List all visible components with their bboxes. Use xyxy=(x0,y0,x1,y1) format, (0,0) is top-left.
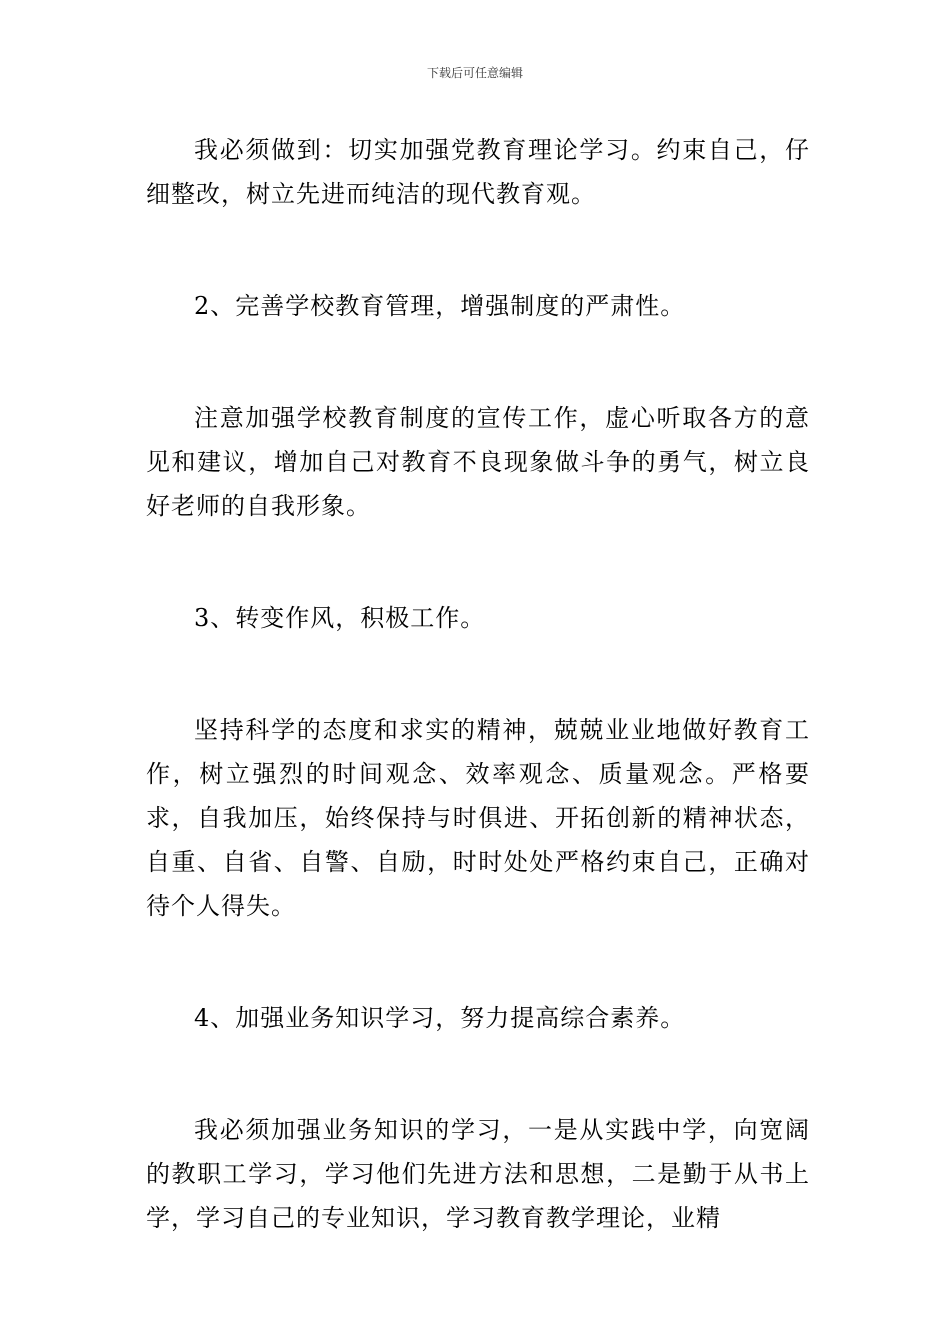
paragraph-gap xyxy=(146,216,810,284)
paragraph-gap xyxy=(146,640,810,708)
section-heading-4: 4、加强业务知识学习，努力提高综合素养。 xyxy=(194,1004,686,1032)
document-body xyxy=(146,128,810,1240)
section-heading-3: 3、转变作风，积极工作。 xyxy=(194,604,486,632)
paragraph-gap xyxy=(146,528,810,596)
paragraph-gap xyxy=(146,1040,810,1108)
paragraph-3: 坚持科学的态度和求实的精神，兢兢业业地做好教育工作，树立强烈的时间观念、效率观念、质量观念。严格要求，自我加压，始终保持与时俱进、开拓创新的精神状态，自重、自省、自警、自励，时时处处严格约束自己，正确对待个人得失。 xyxy=(146,716,810,920)
paragraph-gap xyxy=(146,328,810,396)
section-heading-2: 2、完善学校教育管理，增强制度的严肃性。 xyxy=(194,292,686,320)
paragraph-1: 我必须做到：切实加强党教育理论学习。约束自己，仔细整改，树立先进而纯洁的现代教育观。 xyxy=(146,136,810,208)
paragraph-gap xyxy=(146,928,810,996)
paragraph-2: 注意加强学校教育制度的宣传工作，虚心听取各方的意见和建议，增加自己对教育不良现象做斗争的勇气，树立良好老师的自我形象。 xyxy=(146,404,810,520)
paragraph-4: 我必须加强业务知识的学习，一是从实践中学，向宽阔的教职工学习，学习他们先进方法和思想，二是勤于从书上学，学习自己的专业知识，学习教育教学理论，业精 xyxy=(146,1116,810,1232)
page-header: 下载后可任意编辑 xyxy=(426,66,523,80)
